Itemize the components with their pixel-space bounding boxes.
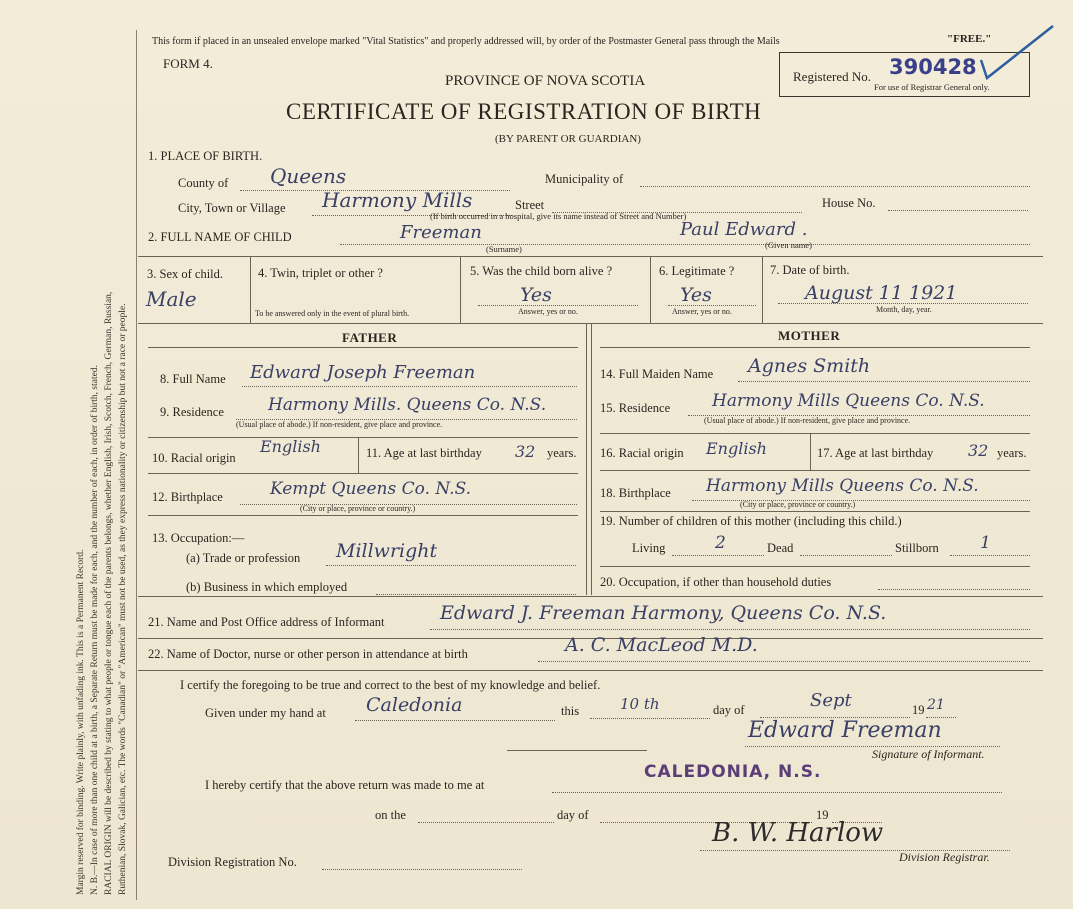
surname-note: (Surname) bbox=[486, 244, 522, 254]
registered-number: 390428 bbox=[889, 55, 977, 79]
mother-years: years. bbox=[997, 446, 1027, 460]
dead-label: Dead bbox=[767, 541, 794, 555]
child-surname: Freeman bbox=[400, 222, 482, 243]
informant-value: Edward J. Freeman Harmony, Queens Co. N.S. bbox=[440, 602, 887, 624]
father-racial: English bbox=[260, 437, 321, 456]
legit-value: Yes bbox=[680, 284, 712, 306]
page-title: CERTIFICATE OF REGISTRATION OF BIRTH bbox=[286, 99, 762, 124]
father-business-label: (b) Business in which employed bbox=[186, 580, 348, 594]
hospital-note: (If birth occurred in a hospital, give its name instead of Street and Number) bbox=[430, 211, 687, 221]
stillborn-label: Stillborn bbox=[895, 541, 939, 555]
legit-note: Answer, yes or no. bbox=[672, 307, 732, 316]
father-age-label: 11. Age at last birthday bbox=[366, 446, 482, 460]
mother-racial-label: 16. Racial origin bbox=[600, 446, 684, 460]
location-stamp: CALEDONIA, N.S. bbox=[644, 762, 822, 782]
father-heading: FATHER bbox=[342, 330, 398, 345]
father-residence: Harmony Mills. Queens Co. N.S. bbox=[268, 395, 547, 415]
margin-rule bbox=[136, 30, 137, 900]
margin-text-2: N. B.—In case of more than one child at a birth, a Separate Return must be made for each, and the number of each, in order of birth, stated. bbox=[90, 365, 100, 895]
mother-name: Agnes Smith bbox=[748, 355, 871, 377]
given-month: Sept bbox=[810, 690, 852, 711]
registrar-signature: B. W. Harlow bbox=[712, 818, 884, 848]
registrar-note: For use of Registrar General only. bbox=[874, 82, 990, 92]
given-year: 21 bbox=[927, 697, 945, 713]
father-racial-label: 10. Racial origin bbox=[152, 451, 236, 465]
mother-children-label: 19. Number of children of this mother (including this child.) bbox=[600, 514, 902, 528]
this-label: this bbox=[561, 704, 580, 718]
legit-label: 6. Legitimate ? bbox=[659, 264, 735, 278]
father-years: years. bbox=[547, 446, 577, 460]
registrar-label: Division Registrar. bbox=[899, 850, 990, 864]
registered-label: Registered No. bbox=[793, 69, 871, 84]
alive-label: 5. Was the child born alive ? bbox=[470, 264, 613, 278]
free-label: "FREE." bbox=[947, 33, 992, 45]
page-subtitle: (BY PARENT OR GUARDIAN) bbox=[495, 133, 641, 145]
mother-occ-label: 20. Occupation, if other than household duties bbox=[600, 575, 832, 589]
mother-residence: Harmony Mills Queens Co. N.S. bbox=[712, 391, 985, 411]
division-reg-label: Division Registration No. bbox=[168, 855, 297, 869]
form-number: FORM 4. bbox=[163, 56, 213, 71]
father-res-note: (Usual place of abode.) If non-resident, give place and province. bbox=[236, 420, 443, 429]
father-age: 32 bbox=[515, 442, 536, 461]
margin-text-3: RACIAL ORIGIN will be described by stating to what people or tongue each of the parents belongs, whether English, Irish, Scotch, French, German, Russian, bbox=[104, 291, 114, 895]
mother-racial: English bbox=[706, 439, 767, 458]
signature-label: Signature of Informant. bbox=[872, 747, 985, 761]
margin-text-4: Ruthenian, Slovak, Galician, etc. The words "Canadian" or "American" must not be used, as they express nationality or citizenship but not a race or people. bbox=[118, 303, 128, 895]
doctor-value: A. C. MacLeod M.D. bbox=[565, 634, 758, 656]
living-label: Living bbox=[632, 541, 666, 555]
mother-res-note: (Usual place of abode.) If non-resident, give place and province. bbox=[704, 416, 911, 425]
father-occ-label: 13. Occupation:— bbox=[152, 531, 245, 545]
county-label: County of bbox=[178, 176, 229, 190]
stillborn-value: 1 bbox=[980, 533, 991, 553]
mother-age-label: 17. Age at last birthday bbox=[817, 446, 934, 460]
child-name-label: 2. FULL NAME OF CHILD bbox=[148, 230, 292, 244]
father-name-label: 8. Full Name bbox=[160, 372, 226, 386]
on-the-label: on the bbox=[375, 808, 406, 822]
sex-label: 3. Sex of child. bbox=[147, 267, 224, 281]
given-under-label: Given under my hand at bbox=[205, 706, 326, 720]
registrar-certify-label: I hereby certify that the above return was made to me at bbox=[205, 778, 485, 792]
sex-value: Male bbox=[146, 287, 197, 311]
father-name: Edward Joseph Freeman bbox=[250, 362, 476, 383]
child-given-name: Paul Edward . bbox=[680, 219, 808, 240]
year-prefix: 19 bbox=[912, 703, 925, 717]
dob-label: 7. Date of birth. bbox=[770, 263, 850, 277]
city-label: City, Town or Village bbox=[178, 201, 286, 215]
registrar-day-label: day of bbox=[557, 808, 589, 822]
house-label: House No. bbox=[822, 196, 876, 210]
alive-note: Answer, yes or no. bbox=[518, 307, 578, 316]
city-value: Harmony Mills bbox=[322, 188, 473, 212]
mother-bp-note: (City or place, province or country.) bbox=[740, 500, 856, 509]
doctor-label: 22. Name of Doctor, nurse or other person in attendance at birth bbox=[148, 647, 468, 661]
mother-birthplace: Harmony Mills Queens Co. N.S. bbox=[706, 476, 979, 496]
informant-label: 21. Name and Post Office address of Informant bbox=[148, 615, 385, 629]
county-value: Queens bbox=[270, 164, 347, 188]
father-bp-note: (City or place, province or country.) bbox=[300, 504, 416, 513]
father-birthplace: Kempt Queens Co. N.S. bbox=[270, 479, 472, 499]
father-bp-label: 12. Birthplace bbox=[152, 490, 223, 504]
street-label: Street bbox=[515, 198, 545, 212]
given-place: Caledonia bbox=[366, 694, 463, 716]
margin-text-1: Margin reserved for binding. Write plainly, with unfading ink. This is a Permanent Record. bbox=[76, 549, 86, 895]
informant-signature: Edward Freeman bbox=[748, 718, 942, 743]
province-heading: PROVINCE OF NOVA SCOTIA bbox=[445, 73, 646, 89]
dob-value: August 11 1921 bbox=[805, 282, 958, 304]
twin-label: 4. Twin, triplet or other ? bbox=[258, 266, 383, 280]
given-day: 10 th bbox=[620, 695, 660, 713]
mother-bp-label: 18. Birthplace bbox=[600, 486, 671, 500]
alive-value: Yes bbox=[520, 284, 552, 306]
mother-res-label: 15. Residence bbox=[600, 401, 671, 415]
certify-text: I certify the foregoing to be true and correct to the best of my knowledge and belief. bbox=[180, 678, 601, 692]
dob-note: Month, day, year. bbox=[876, 305, 932, 314]
father-trade: Millwright bbox=[336, 540, 438, 562]
mother-name-label: 14. Full Maiden Name bbox=[600, 367, 714, 381]
given-note: (Given name) bbox=[765, 240, 812, 250]
living-value: 2 bbox=[715, 533, 726, 553]
day-of-label: day of bbox=[713, 703, 745, 717]
father-trade-label: (a) Trade or profession bbox=[186, 551, 301, 565]
registrar-year-prefix: 19 bbox=[816, 808, 829, 822]
place-heading: 1. PLACE OF BIRTH. bbox=[148, 149, 263, 163]
check-mark-icon bbox=[975, 20, 1060, 85]
father-res-label: 9. Residence bbox=[160, 405, 224, 419]
municipality-label: Municipality of bbox=[545, 172, 624, 186]
twin-note: To be answered only in the event of plural birth. bbox=[255, 309, 410, 318]
mother-heading: MOTHER bbox=[778, 328, 841, 343]
postal-notice: This form if placed in an unsealed envelope marked "Vital Statistics" and properly addressed will, by order of the Postmaster General pass through the Mails bbox=[152, 36, 780, 47]
mother-age: 32 bbox=[968, 441, 989, 460]
